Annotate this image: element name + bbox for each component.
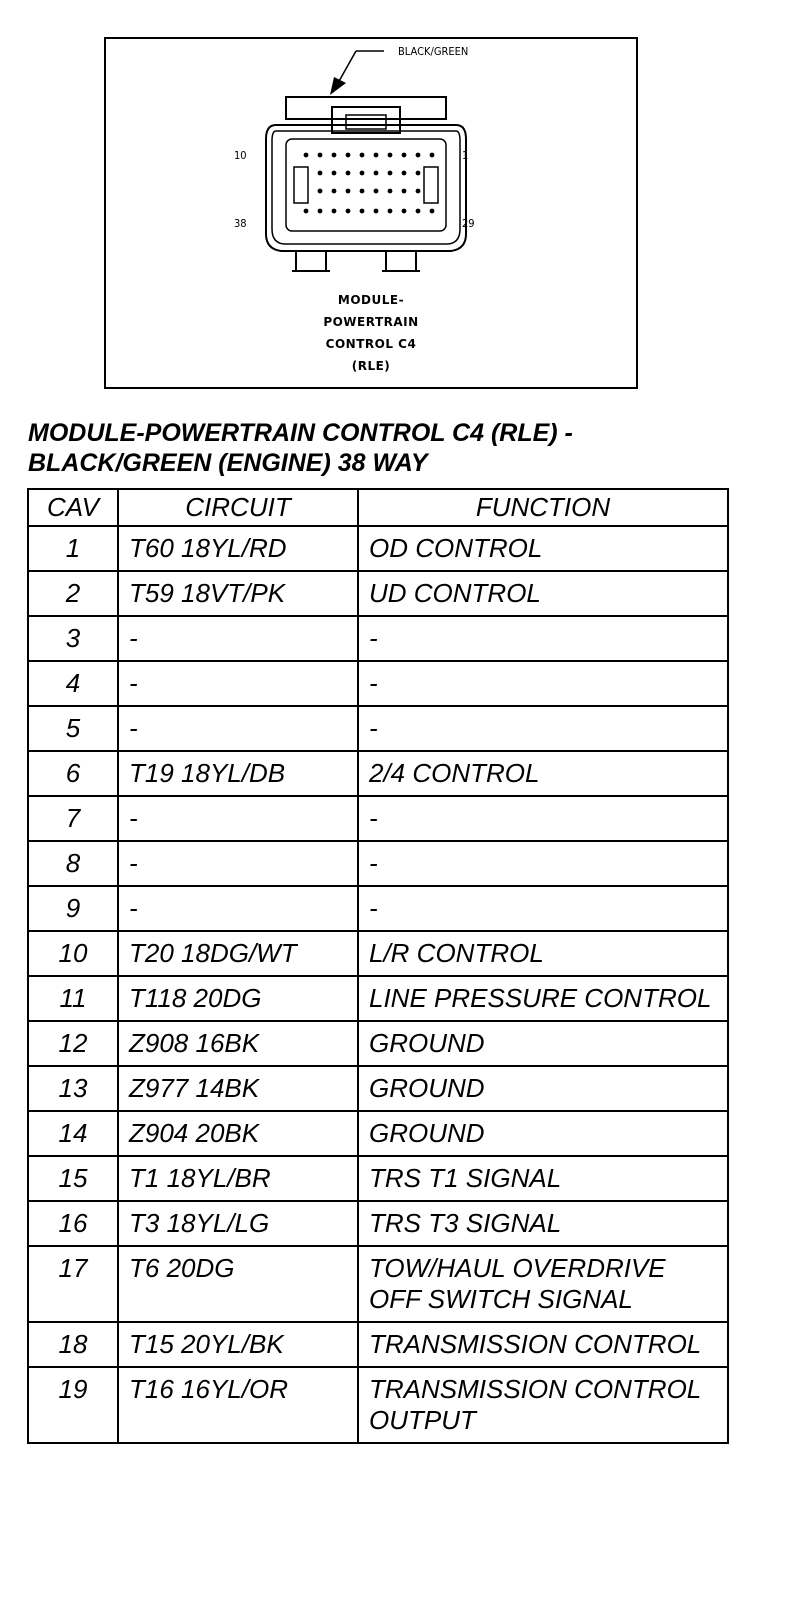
cell-circuit: T60 18YL/RD bbox=[118, 526, 358, 571]
cell-circuit: - bbox=[118, 706, 358, 751]
cell-circuit: T16 16YL/OR bbox=[118, 1367, 358, 1443]
cell-function: - bbox=[358, 706, 728, 751]
table-row bbox=[28, 931, 728, 976]
cell-function: LINE PRESSURE CONTROL bbox=[358, 976, 728, 1021]
cell-function: - bbox=[358, 661, 728, 706]
cell-function: - bbox=[358, 616, 728, 661]
cell-cav: 19 bbox=[28, 1367, 118, 1443]
cell-circuit: Z908 16BK bbox=[118, 1021, 358, 1066]
cell-function: OD CONTROL bbox=[358, 526, 728, 571]
cell-cav: 14 bbox=[28, 1111, 118, 1156]
cell-circuit: T6 20DG bbox=[118, 1246, 358, 1322]
table-row bbox=[28, 1111, 728, 1156]
cell-circuit: T59 18VT/PK bbox=[118, 571, 358, 616]
cell-circuit: T118 20DG bbox=[118, 976, 358, 1021]
cell-cav: 11 bbox=[28, 976, 118, 1021]
cell-function: TOW/HAUL OVERDRIVE OFF SWITCH SIGNAL bbox=[358, 1246, 728, 1322]
cell-cav: 17 bbox=[28, 1246, 118, 1322]
cell-cav: 2 bbox=[28, 571, 118, 616]
cell-circuit: - bbox=[118, 796, 358, 841]
pin-label-top-right: 1 bbox=[462, 149, 469, 162]
cell-function: TRS T3 SIGNAL bbox=[358, 1201, 728, 1246]
table-row bbox=[28, 1021, 728, 1066]
pin-label-top-left: 10 bbox=[234, 149, 247, 162]
table-row bbox=[28, 526, 728, 571]
cell-function: GROUND bbox=[358, 1111, 728, 1156]
page-title bbox=[28, 418, 768, 478]
cell-circuit: - bbox=[118, 661, 358, 706]
table-row bbox=[28, 571, 728, 616]
header-circuit: CIRCUIT bbox=[118, 489, 358, 526]
table-row bbox=[28, 841, 728, 886]
diagram-caption-line-1: MODULE- bbox=[337, 293, 405, 307]
table-row bbox=[28, 1156, 728, 1201]
cell-cav: 10 bbox=[28, 931, 118, 976]
cell-function: - bbox=[358, 886, 728, 931]
cell-function: - bbox=[358, 841, 728, 886]
cell-function: L/R CONTROL bbox=[358, 931, 728, 976]
cell-cav: 9 bbox=[28, 886, 118, 931]
cell-function: TRS T1 SIGNAL bbox=[358, 1156, 728, 1201]
cell-cav: 16 bbox=[28, 1201, 118, 1246]
cell-cav: 1 bbox=[28, 526, 118, 571]
cell-function: GROUND bbox=[358, 1066, 728, 1111]
cell-circuit: T3 18YL/LG bbox=[118, 1201, 358, 1246]
cell-function: TRANSMISSION CONTROL bbox=[358, 1322, 728, 1367]
cell-cav: 12 bbox=[28, 1021, 118, 1066]
pin-label-bottom-right: 29 bbox=[462, 217, 475, 230]
cell-circuit: Z904 20BK bbox=[118, 1111, 358, 1156]
color-callout-label: BLACK/GREEN bbox=[398, 45, 469, 58]
title-line-1: MODULE-POWERTRAIN CONTROL C4 (RLE) - bbox=[28, 419, 573, 447]
cell-cav: 15 bbox=[28, 1156, 118, 1201]
connector-diagram bbox=[104, 37, 638, 389]
cell-function: TRANSMISSION CONTROL OUTPUT bbox=[358, 1367, 728, 1443]
cell-cav: 8 bbox=[28, 841, 118, 886]
table-row bbox=[28, 1322, 728, 1367]
cell-cav: 5 bbox=[28, 706, 118, 751]
table-header-row bbox=[28, 489, 728, 526]
pinout-table bbox=[27, 488, 729, 1444]
table-row bbox=[28, 1066, 728, 1111]
cell-circuit: T19 18YL/DB bbox=[118, 751, 358, 796]
cell-cav: 7 bbox=[28, 796, 118, 841]
cell-function: 2/4 CONTROL bbox=[358, 751, 728, 796]
cell-circuit: - bbox=[118, 616, 358, 661]
header-function: FUNCTION bbox=[358, 489, 728, 526]
cell-cav: 3 bbox=[28, 616, 118, 661]
cell-cav: 6 bbox=[28, 751, 118, 796]
table-row bbox=[28, 751, 728, 796]
table-body bbox=[28, 526, 728, 1443]
cell-circuit: T15 20YL/BK bbox=[118, 1322, 358, 1367]
table-row bbox=[28, 661, 728, 706]
diagram-caption-line-2: POWERTRAIN bbox=[323, 315, 419, 329]
cell-circuit: T1 18YL/BR bbox=[118, 1156, 358, 1201]
cell-circuit: T20 18DG/WT bbox=[118, 931, 358, 976]
table-row bbox=[28, 1201, 728, 1246]
cell-function: - bbox=[358, 796, 728, 841]
diagram-caption-line-3: CONTROL C4 bbox=[325, 337, 417, 351]
cell-function: UD CONTROL bbox=[358, 571, 728, 616]
cell-function: GROUND bbox=[358, 1021, 728, 1066]
connector-drawing bbox=[106, 39, 636, 387]
header-cav: CAV bbox=[28, 489, 118, 526]
pin-label-bottom-left: 38 bbox=[234, 217, 247, 230]
cell-circuit: Z977 14BK bbox=[118, 1066, 358, 1111]
table-row bbox=[28, 1246, 728, 1322]
cell-circuit: - bbox=[118, 841, 358, 886]
table-row bbox=[28, 796, 728, 841]
title-line-2: BLACK/GREEN (ENGINE) 38 WAY bbox=[28, 449, 428, 477]
table-row bbox=[28, 616, 728, 661]
table-row bbox=[28, 706, 728, 751]
table-row bbox=[28, 1367, 728, 1443]
table-row bbox=[28, 976, 728, 1021]
cell-cav: 18 bbox=[28, 1322, 118, 1367]
cell-cav: 4 bbox=[28, 661, 118, 706]
cell-cav: 13 bbox=[28, 1066, 118, 1111]
table-row bbox=[28, 886, 728, 931]
cell-circuit: - bbox=[118, 886, 358, 931]
diagram-caption-line-4: (RLE) bbox=[351, 359, 391, 373]
